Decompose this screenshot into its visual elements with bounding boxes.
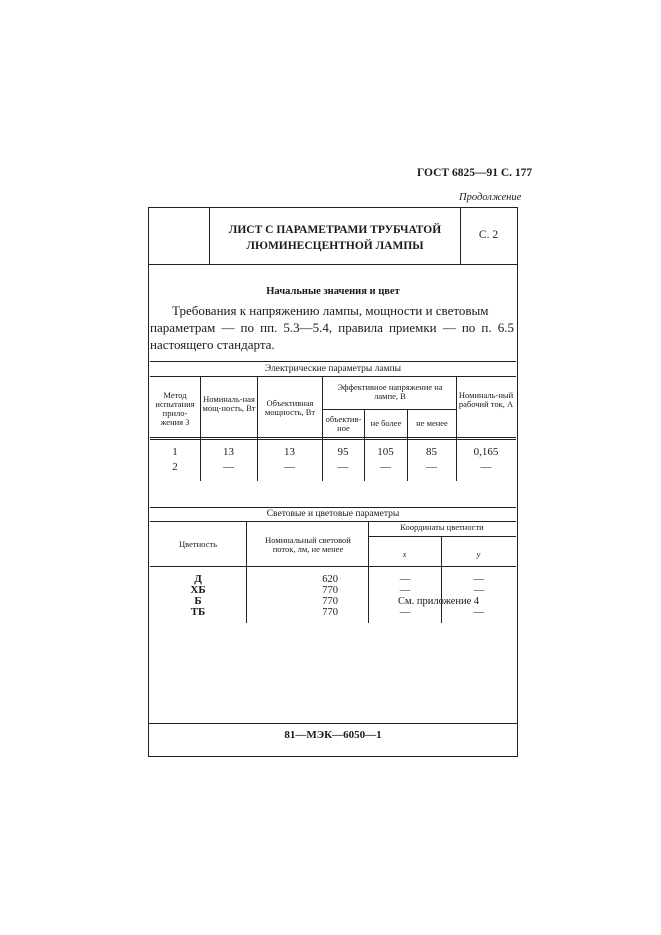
table-cell: 85 (426, 446, 437, 458)
table-cell: 95 (337, 446, 349, 458)
table-cell: — (473, 607, 485, 618)
header-objective: объектив-ное (325, 414, 362, 433)
color-table-top-line (150, 507, 516, 508)
table-cell: — (399, 585, 411, 596)
flux-column (278, 574, 338, 618)
paragraph-line1: Требования к напряжению лампы, мощности и световым (172, 303, 489, 318)
table-cell: — (473, 585, 485, 596)
table-cell: — (426, 461, 437, 473)
table-cell: — (284, 461, 295, 473)
table-cell: ТБ (190, 606, 206, 618)
table-cell: — (399, 574, 411, 585)
sheet-header-divider (148, 264, 518, 265)
sheet-title-line2: ЛЮМИНЕСЦЕНТНОЙ ЛАМПЫ (246, 240, 424, 252)
table-cell: 0,165 (473, 446, 499, 458)
table-cell: Д (194, 573, 202, 585)
table-cell: — (337, 461, 349, 473)
header-objective-power: Объективная мощность, Вт (264, 398, 316, 417)
header-chromaticity: Цветность (179, 539, 217, 549)
sheet-footer: 81—МЭК—6050—1 (284, 729, 382, 741)
header-subdivider (322, 409, 456, 410)
table-cell: ХБ (190, 584, 206, 596)
table-cell: 620 (322, 574, 338, 585)
header-nominal-current: Номиналь-ный рабочий ток, А (458, 390, 514, 409)
header-not-less: не менее (416, 418, 448, 428)
table-cell: 13 (223, 446, 234, 458)
table-cell: 770 (322, 585, 338, 596)
header-effective-voltage: Эффективное напряжение на лампе, В (337, 382, 443, 401)
header-x: x (402, 549, 407, 559)
electrical-table-title: Электрические параметры лампы (150, 361, 516, 377)
y-column (443, 574, 515, 618)
header-flux: Номинальный световой поток, лм, не менее (265, 535, 351, 554)
table-cell: 770 (322, 596, 338, 607)
footer-divider (148, 723, 518, 724)
header-not-more: не более (370, 418, 402, 428)
table-cell: 13 (284, 446, 295, 458)
table-cell: 105 (377, 446, 394, 458)
color-table-title: Световые и цветовые параметры (266, 509, 400, 519)
paragraph-rest: параметрам — по пп. 5.3—5.4, правила приемки — по п. 6.5 настоящего стандарта. (150, 320, 514, 352)
electrical-table (150, 361, 516, 481)
table-cell: 2 (172, 461, 178, 473)
header-coords: Координаты цветности (400, 522, 484, 532)
header-nominal-power: Номиналь-ная мощ-ность, Вт (202, 394, 256, 413)
table-cell: 770 (322, 607, 338, 618)
sheet-title-line1: ЛИСТ С ПАРАМЕТРАМИ ТРУБЧАТОЙ (228, 224, 442, 236)
table-cell: — (223, 461, 234, 473)
x-column (370, 574, 480, 618)
table-cell: — (473, 574, 485, 585)
header-y: y (476, 549, 481, 559)
column-divider (246, 521, 247, 623)
table-cell: — (399, 607, 411, 618)
section-heading: Начальные значения и цвет (266, 286, 400, 297)
table-cell: — (380, 461, 391, 473)
table-cell (443, 596, 515, 607)
table-cell: См. приложение 4 (398, 596, 480, 607)
sheet-title (210, 222, 460, 254)
coords-subdivider (368, 536, 516, 537)
header-method: Метод испытания прило-жения 3 (155, 390, 195, 427)
table-cell: — (480, 461, 492, 473)
table-cell: Б (194, 595, 202, 607)
sheet-page-number: С. 2 (478, 229, 499, 241)
header-bottom-line (150, 437, 516, 438)
chromaticity-column (150, 574, 246, 618)
table-cell: 1 (172, 446, 178, 458)
electrical-table-grid (150, 377, 516, 481)
header-bottom-line-double (150, 439, 516, 440)
color-table-header-bottom (150, 566, 516, 567)
standard-header: ГОСТ 6825—91 С. 177 (417, 167, 533, 179)
continued-label: Продолжение (459, 192, 522, 203)
